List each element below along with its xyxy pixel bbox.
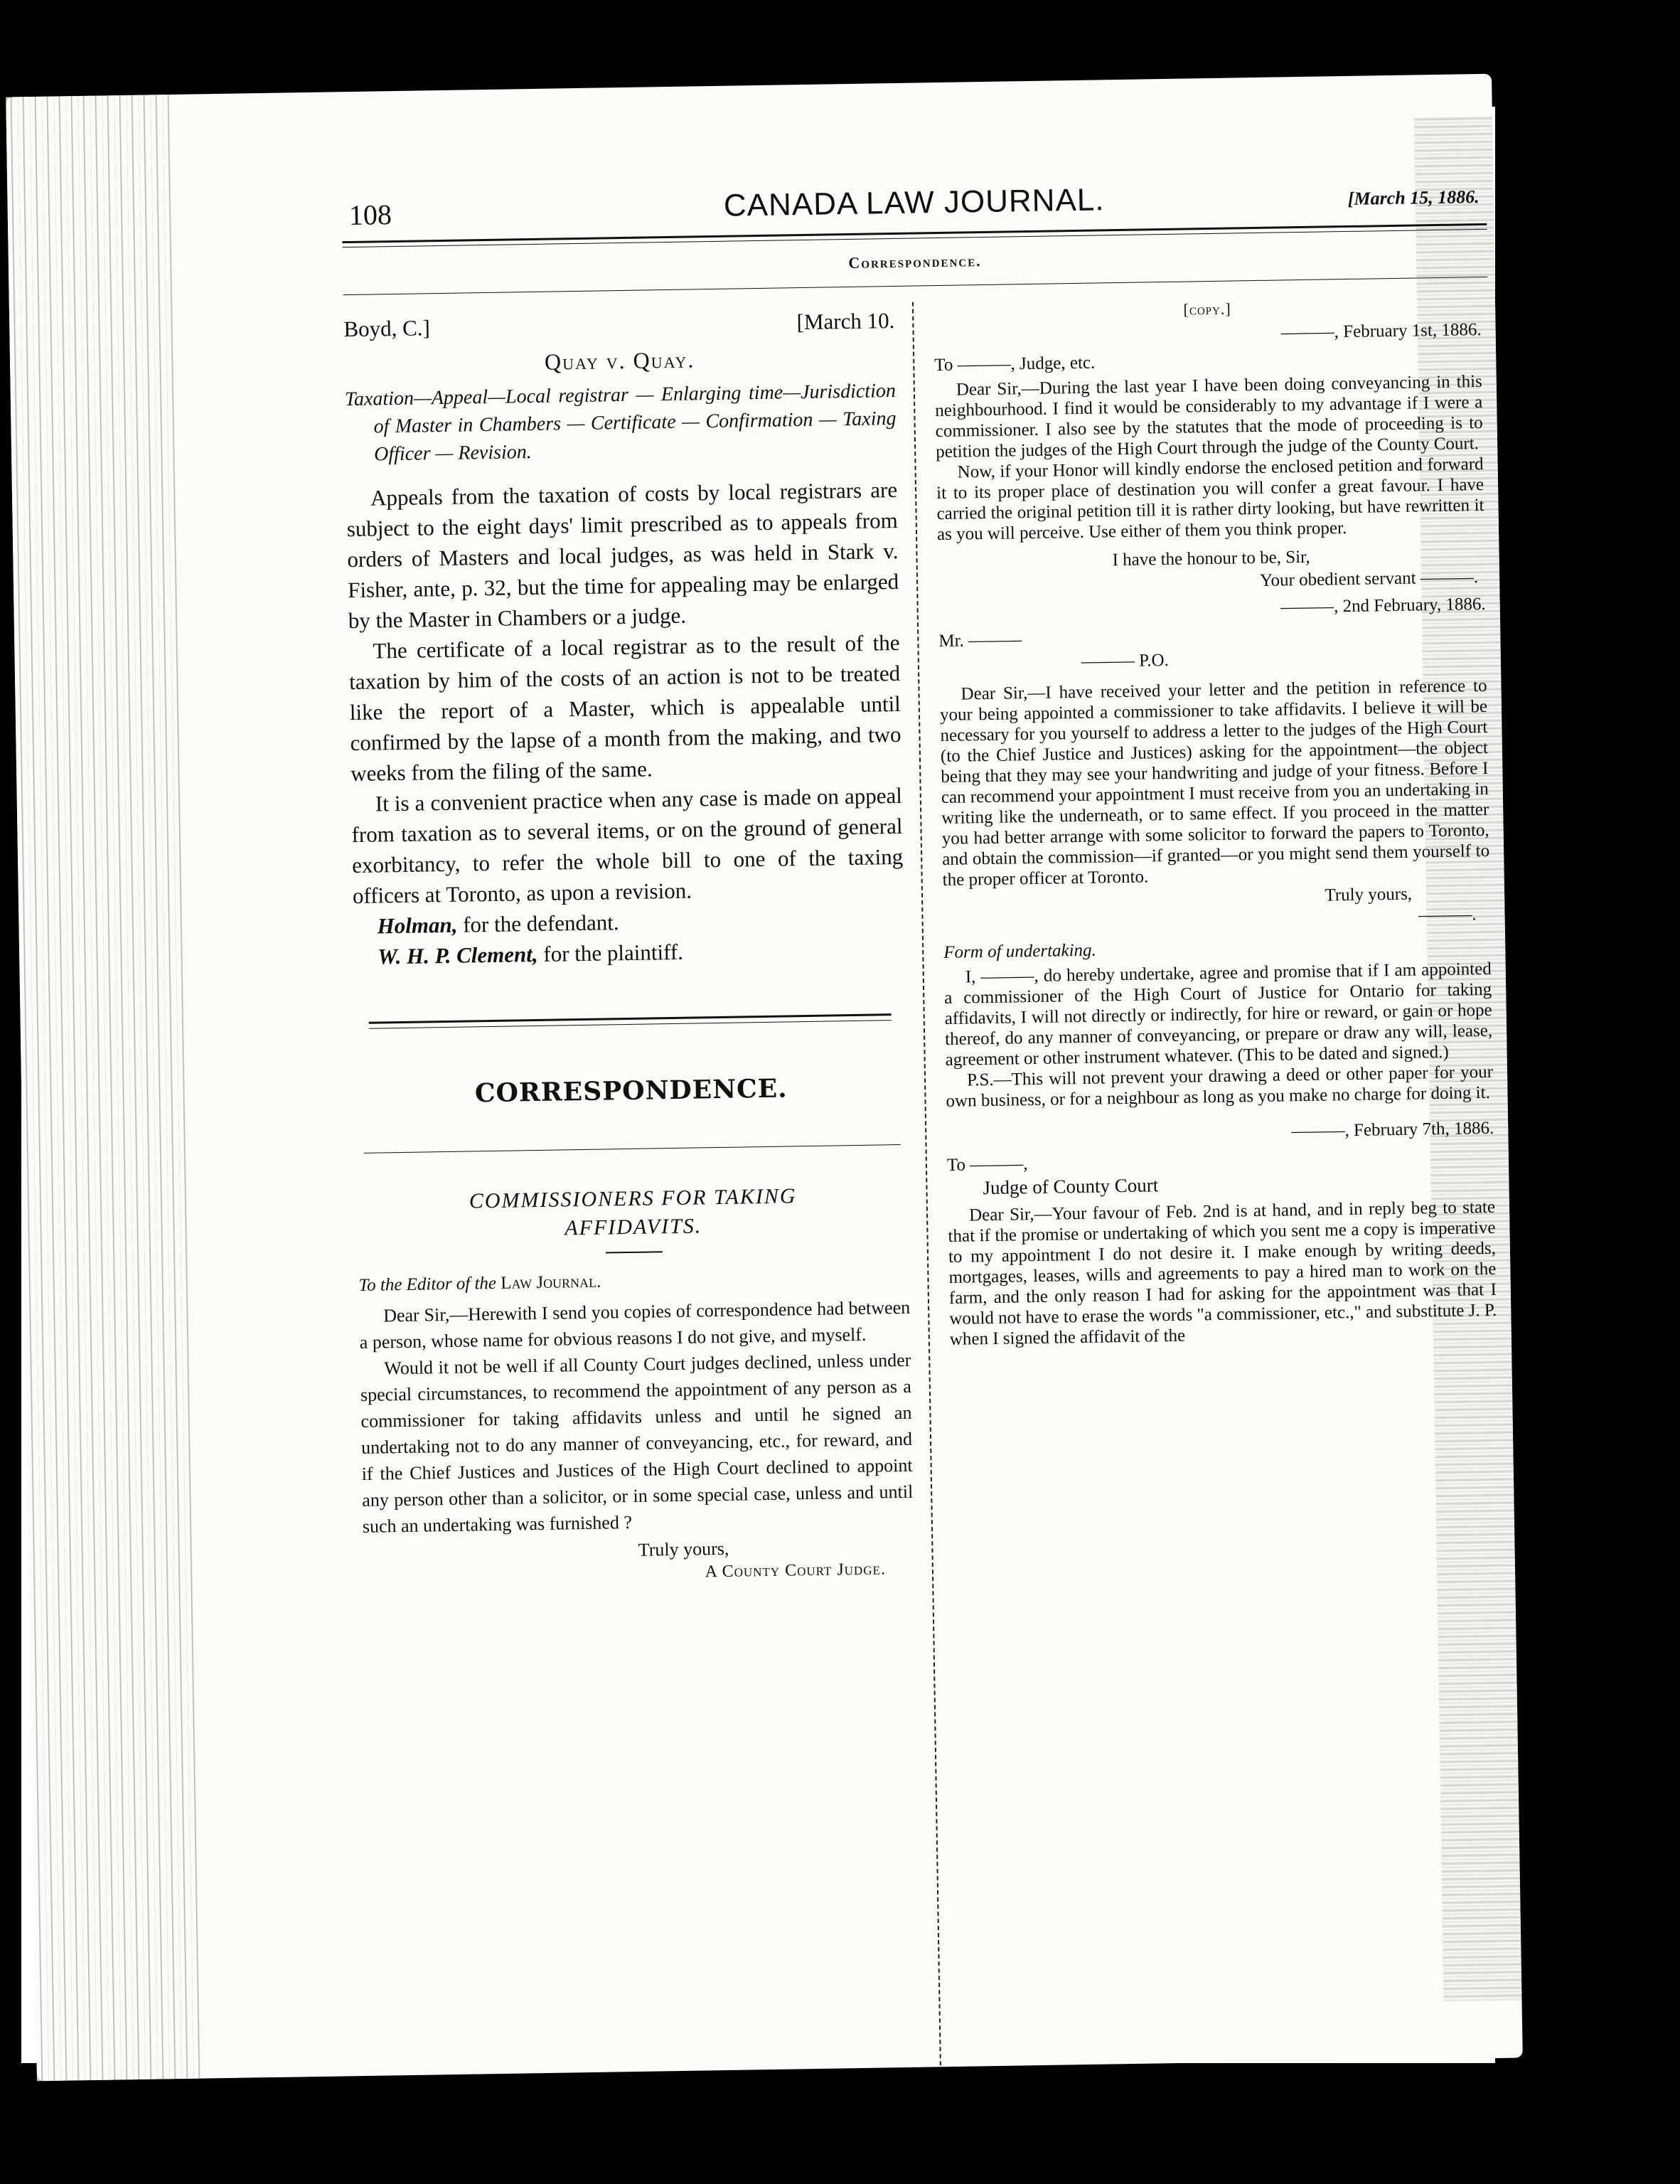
page-number: 108 — [348, 198, 392, 232]
counsel-plaintiff-role: for the plaintiff. — [537, 939, 684, 966]
letter2-post-office: ——— P.O. — [1081, 650, 1170, 671]
letter1-closing: I have the honour to be, Sir, — [1112, 547, 1310, 570]
form-postscript: P.S.—This will not prevent your drawing a deed or other paper for your own business, or for a neighbour as long as you make no charge for doing it. — [946, 1062, 1494, 1111]
counsel-defendant-name: Holman, — [377, 912, 458, 939]
letter1-paragraph-2: Now, if your Honor will kindly endorse the enclosed petition and forward it to its proper place of destination you will confer a great favour. I have carried the original petition till it is rather dirty looking, but have rewritten it as you will perceive. Use either of them you think proper. — [936, 454, 1484, 545]
case-headnote: Taxation—Appeal—Local registrar — Enlarging time—Jurisdiction of Master in Chambers — Certificate — Confirmation — Taxing Officer — Revision. — [344, 379, 897, 466]
double-rule-divider — [369, 1013, 892, 1029]
letter2-date: ———, 2nd February, 1886. — [1280, 594, 1486, 617]
letter2-signature: ———. — [1418, 905, 1477, 925]
journal-page — [6, 74, 1523, 2081]
letter-title-line-1: COMMISSIONERS FOR TAKING — [469, 1184, 797, 1213]
case-judge: Boyd, C.] — [343, 315, 431, 342]
letter2-addressee: Mr. ——— — [938, 630, 1022, 651]
case-paragraph-1: Appeals from the taxation of costs by local registrars are subject to the eight days' limit prescribed as to appeals from orders of Masters and local judges, as was held in Stark v. Fisher, ante, p. 32, but the time for appealing may be enlarged by the Master in Chambers or a judge. — [346, 476, 899, 634]
letter1-addressee: To ———, Judge, etc. — [934, 353, 1096, 375]
short-rule — [605, 1251, 662, 1253]
letter3-addressee-role: Judge of County Court — [983, 1174, 1159, 1199]
letter3-addressee: To ———, — [946, 1154, 1028, 1175]
case-paragraph-3: It is a convenient practice when any case is made on appeal from taxation as to several items, or on the ground of general exorbitancy, to refer the whole bill to one of the taxing officers at Toronto, as upon a revision. — [351, 782, 904, 909]
case-date: [March 10. — [796, 307, 895, 335]
scan-border-right — [1495, 0, 1680, 2184]
letter1-paragraph-1: Dear Sir,—During the last year I have been doing conveyancing in this neighbourhood. I find it would be considerably to my advantage if I were a commissioner. I also see by the statutes that the mode of proceeding is to petition the judges of the High Court through the judge of the County Court. — [935, 372, 1483, 462]
form-text: I, ———, do hereby undertake, agree and promise that if I am appointed a commissioner of the High Court of Justice for Ontario for taking affidavits, I will not directly or indirectly, for hire or reward, or gain or hope thereof, do any manner of conveyancing, or prepare or draw any will, lease, agreement or other instrument whatever. (This to be dated and signed.) — [944, 959, 1493, 1070]
letter2-paragraph-1: Dear Sir,—I have received your letter and the petition in reference to your being appointed a commissioner to take affidavits. I believe it will be necessary for you yourself to address a letter to the judges of the High Court (to the Chief Justice and Justices) asking for the appointment—the object being that they may see your handwriting and judge of your fitness. Before I can recommend your appointment I must receive from you an undertaking in writing like the underneath, or to same effect. If you proceed in the matter you had better arrange with some solicitor to forward the papers to Toronto, and obtain the commission—if granted—or you might send them yourself to the proper officer at Toronto. — [939, 676, 1490, 890]
letter3-paragraph-1: Dear Sir,—Your favour of Feb. 2nd is at hand, and in reply beg to state that if the promise or undertaking of which you sent me a copy is imperative to my appointment I do not desire it. I make enough by writing deeds, mortgages, leases, wills and agreements to pay a hired man to work on the farm, and the only reason I had for asking for the appointment was that I would not have to erase the words "a commissioner, etc.," and substitute J. P. when I signed the affidavit of the — [948, 1197, 1497, 1349]
letter3-date: ———, February 7th, 1886. — [1291, 1118, 1494, 1141]
correspondence-heading: CORRESPONDENCE. — [474, 1073, 788, 1109]
editor-letter-paragraph-2: Would it not be well if all County Court judges declined, unless under special circumstances, to recommend the appointment of any person as a commissioner for taking affidavits unless and until he signed an undertaking not to do any manner of conveyancing, etc., for reward, and if the Chief Justices and Justices of the High Court declined to appoint any person other than a solicitor, or in some special case, unless and until such an undertaking was furnished ? — [360, 1349, 914, 1537]
letter2-closing: Truly yours, — [1325, 884, 1413, 905]
letter-title-line-2: AFFIDAVITS. — [565, 1214, 702, 1240]
counsel-defendant-role: for the defendant. — [457, 910, 619, 937]
running-header — [341, 174, 1487, 243]
to-editor-line — [358, 1267, 909, 1296]
editor-letter-signature: A County Court Judge. — [705, 1560, 887, 1582]
rule-divider — [364, 1144, 901, 1154]
letter1-signature: Your obedient servant ———. — [1259, 568, 1479, 590]
section-heading: Correspondence. — [343, 244, 1488, 295]
form-title: Form of undertaking. — [943, 940, 1097, 963]
to-editor-journal: Law Journal. — [501, 1272, 601, 1293]
editor-letter-closing: Truly yours, — [638, 1538, 729, 1560]
letter-title — [357, 1181, 909, 1246]
left-column — [343, 302, 940, 2074]
page-content — [341, 174, 1515, 2074]
two-column-body — [343, 293, 1516, 2074]
counsel-plaintiff-name: W. H. P. Clement, — [377, 941, 538, 969]
journal-title: CANADA LAW JOURNAL. — [723, 182, 1105, 223]
issue-date: [March 15, 1886. — [1347, 186, 1480, 209]
case-title: Quay v. Quay. — [544, 346, 695, 375]
to-editor-text: To the Editor of the — [358, 1273, 497, 1295]
copy-label: [copy.] — [1183, 299, 1231, 319]
right-column — [933, 293, 1509, 2065]
scan-border-bottom — [0, 2063, 1680, 2184]
editor-letter-paragraph-1: Dear Sir,—Herewith I send you copies of correspondence had between a person, whose name for obvious reasons I do not give, and myself. — [359, 1296, 911, 1353]
letter1-date: ———, February 1st, 1886. — [1280, 320, 1482, 343]
book-binding — [6, 95, 200, 2081]
case-paragraph-2: The certificate of a local registrar as to the result of the taxation by him of the costs of an action is not to be treated like the report of a Master, which is appealable until confirmed by the lapse of a month from the making, and two weeks from the filing of the same. — [348, 629, 901, 787]
case-line — [343, 308, 894, 342]
